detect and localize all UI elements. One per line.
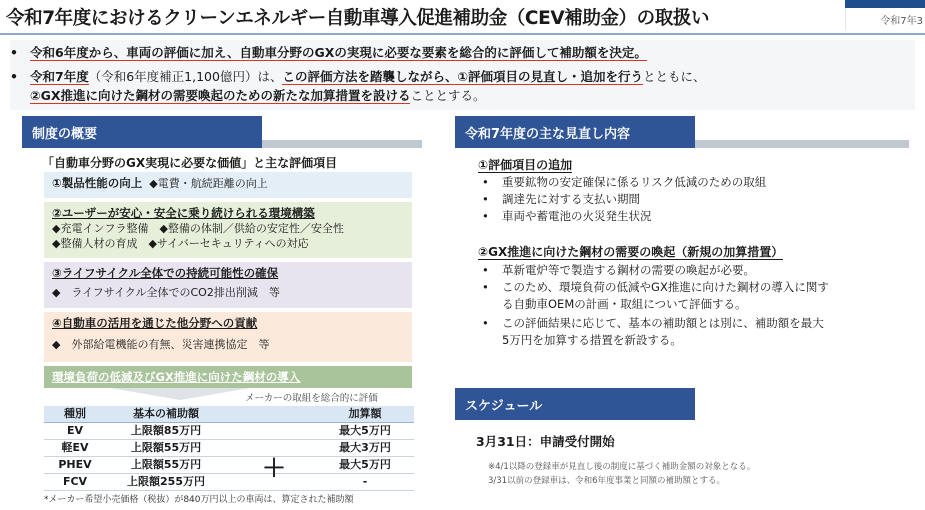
summary-end: こととする。 — [410, 88, 486, 103]
schedule-note: ※4/1以降の登録車が見直し後の制度に基づく補助金額の対象となる。 — [488, 462, 756, 472]
table-cell: 最大5万円 — [316, 457, 414, 474]
eval-box-title: ①製品性能の向上 — [52, 176, 143, 190]
eval-box-line: ◆整備人材の育成 ◆サイバーセキュリティへの対応 — [52, 237, 309, 250]
table-row — [44, 457, 414, 474]
table-cell: 上限額55万円 — [106, 457, 226, 474]
date-tab-bar — [845, 0, 925, 8]
eval-box-environment — [44, 202, 412, 258]
schedule-heading: スケジュール — [455, 388, 695, 420]
table-cell: 最大3万円 — [316, 440, 414, 457]
table-cell: EV — [44, 423, 106, 440]
table-cell: 上限額55万円 — [106, 440, 226, 457]
table-cell: 上限額85万円 — [106, 423, 226, 440]
eval-box-title: ④自動車の活用を通じた他分野への貢献 — [52, 316, 258, 330]
review-item2-line-cont: 5万円を加算する措置を新設する。 — [502, 333, 682, 347]
table-cell: 最大5万円 — [316, 423, 414, 440]
table-header: 加算額 — [316, 406, 414, 423]
table-header-row — [44, 406, 414, 423]
schedule-entry: 3月31日：申請受付開始 — [476, 434, 615, 449]
summary-bullet-2-cont — [10, 87, 486, 105]
table-cell: FCV — [44, 474, 106, 491]
table-cell: 上限額255万円 — [106, 474, 226, 491]
date-label: 令和7年3 — [880, 16, 923, 27]
table-row — [44, 440, 414, 457]
table-row — [44, 423, 414, 440]
eval-box-line: ◆充電インフラ整備 ◆整備の体制／供給の安定性／安全性 — [52, 222, 344, 235]
summary-method: この評価方法を踏襲しながら、①評価項目の見直し・追加を行う — [282, 69, 644, 84]
table-cell — [226, 423, 316, 440]
table-row — [44, 474, 414, 491]
table-cell: 軽EV — [44, 440, 106, 457]
eval-box-line: ◆ ライフサイクル全体でのCO2排出削減 等 — [52, 286, 280, 299]
summary-conj: とともに、 — [643, 69, 706, 84]
table-header — [226, 406, 316, 423]
summary-bullet-1 — [10, 44, 647, 62]
eval-note: メーカーの取組を総合的に評価 — [245, 393, 378, 404]
table-cell: - — [316, 474, 414, 491]
summary-new-measure: ②GX推進に向けた鋼材の需要喚起のための新たな加算措置を設ける — [30, 88, 411, 103]
review-item1-line: • 車両や蓄電池の火災発生状況 — [482, 209, 652, 223]
schedule-note: 3/31以前の登録車は、令和6年度事業と同額の補助額とする。 — [488, 476, 725, 486]
review-heading-rule — [695, 140, 909, 148]
eval-box-performance — [44, 172, 412, 198]
review-item2-line: • この評価結果に応じて、基本の補助額とは別に、補助額を最大 — [482, 316, 824, 330]
title-divider — [0, 33, 925, 35]
overview-subtitle: 「自動車分野のGX実現に必要な価値」と主な評価項目 — [42, 156, 338, 170]
summary-fy7: 令和7年度 — [30, 69, 89, 84]
page-title: 令和7年度におけるクリーンエネルギー自動車導入促進補助金（CEV補助金）の取扱い — [6, 8, 710, 29]
review-item1-line: • 調達先に対する支払い期間 — [482, 192, 640, 206]
date-tab — [845, 0, 925, 30]
bullet-dot: • — [10, 45, 18, 60]
subsidy-table — [44, 406, 414, 491]
down-arrow-icon — [110, 388, 250, 400]
table-header: 種別 — [44, 406, 106, 423]
review-item2-line: • 革新電炉等で製造する鋼材の需要の喚起が必要。 — [482, 263, 755, 277]
table-footnote: *メーカー希望小売価格（税抜）が840万円以上の車両は、算定された補助額 — [44, 495, 354, 505]
review-item1-line: • 重要鉱物の安定確保に係るリスク低減のための取組 — [482, 175, 767, 189]
table-header: 基本の補助額 — [106, 406, 226, 423]
review-item2-line: • このため、環境負荷の低減やGX推進に向けた鋼材の導入に関す — [482, 280, 829, 294]
eval-box-title: ②ユーザーが安心・安全に乗り続けられる環境構築 — [52, 206, 315, 220]
overview-heading-rule — [262, 140, 422, 148]
eval-box-line: ◆ 外部給電機能の有無、災害連携協定 等 — [52, 338, 270, 351]
plus-icon: ＋ — [262, 454, 286, 482]
review-item2-title: ②GX推進に向けた鋼材の需要の喚起（新規の加算措置） — [478, 245, 784, 259]
eval-box-title: ③ライフサイクル全体での持続可能性の確保 — [52, 266, 279, 280]
summary-budget: （令和6年度補正1,100億円）は、 — [88, 69, 283, 84]
bullet-dot: • — [10, 69, 18, 84]
summary-text-1: 令和6年度から、車両の評価に加え、自動車分野のGXの実現に必要な要素を総合的に評価して補助額を決定。 — [30, 45, 647, 60]
review-item1-title: ①評価項目の追加 — [478, 158, 573, 172]
summary-bullet-2 — [10, 68, 706, 86]
steel-measure-bar: 環境負荷の低減及びGX推進に向けた鋼材の導入 — [44, 366, 412, 388]
review-item2-line-cont: る自動車OEMの計画・取組について評価する。 — [502, 297, 747, 311]
eval-box-contribution — [44, 312, 412, 362]
eval-box-lifecycle — [44, 262, 412, 308]
overview-heading: 制度の概要 — [22, 116, 262, 148]
table-cell: PHEV — [44, 457, 106, 474]
review-heading: 令和7年度の主な見直し内容 — [455, 116, 695, 148]
eval-box-detail: ◆電費・航続距離の向上 — [149, 177, 268, 190]
